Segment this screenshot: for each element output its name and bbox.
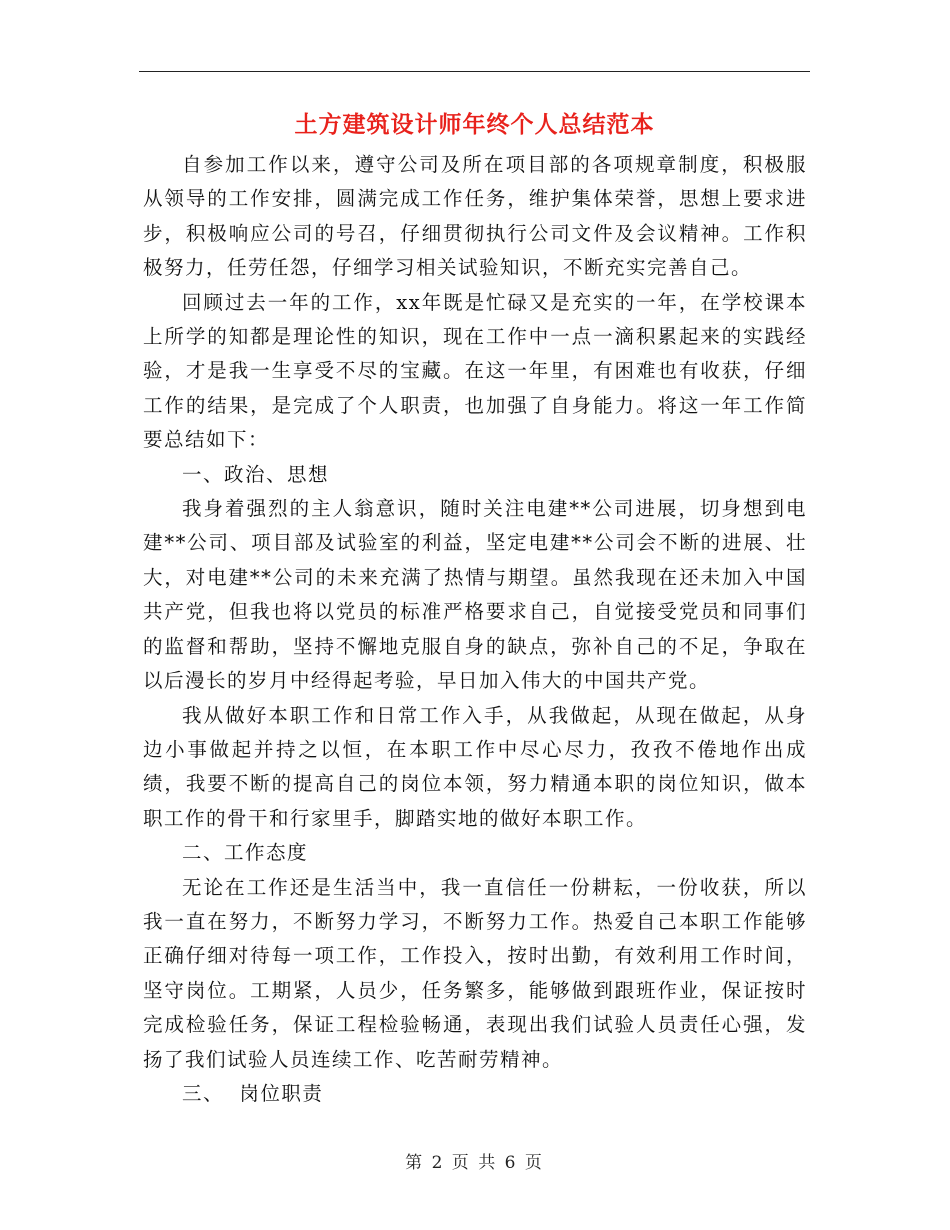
document-title: 土方建筑设计师年终个人总结范本 (294, 111, 655, 138)
section-heading-responsibility: 三、 岗位职责 (182, 1081, 324, 1105)
header-rule (139, 71, 810, 72)
page-footer: 第 2 页 共 6 页 (405, 1153, 544, 1173)
document-body (143, 148, 807, 1111)
section-heading-politics: 一、政治、思想 (182, 462, 330, 486)
paragraph-attitude: 无论在工作还是生活当中，我一直信任一份耕耘，一份收获，所以我一直在努力，不断努力学习，不断努力工作。热爱自己本职工作能够正确仔细对待每一项工作，工作投入，按时出勤，有效利用工作时间，坚守岗位。工期紧，人员少，任务繁多，能够做到跟班作业，保证按时完成检验任务，保证工程检验畅通，表现出我们试验人员责任心强，发扬了我们试验人员连续工作、吃苦耐劳精神。 (143, 875, 807, 1071)
paragraph-review: 回顾过去一年的工作，xx年既是忙碌又是充实的一年，在学校课本上所学的知都是理论性的知识，现在工作中一点一滴积累起来的实践经验，才是我一生享受不尽的宝藏。在这一年里，有困难也有收获，仔细工作的结果，是完成了个人职责，也加强了自身能力。将这一年工作简要总结如下： (143, 290, 807, 452)
section-heading-attitude: 二、工作态度 (182, 841, 309, 865)
paragraph-politics: 我身着强烈的主人翁意识，随时关注电建**公司进展，切身想到电建**公司、项目部及试验室的利益，坚定电建**公司会不断的进展、壮大，对电建**公司的未来充满了热情与期望。虽然我现在还未加入中国共产党，但我也将以党员的标准严格要求自己，自觉接受党员和同事们的监督和帮助，坚持不懈地克服自身的缺点，弥补自己的不足，争取在以后漫长的岁月中经得起考验，早日加入伟大的中国共产党。 (143, 497, 807, 693)
paragraph-duty: 我从做好本职工作和日常工作入手，从我做起，从现在做起，从身边小事做起并持之以恒，在本职工作中尽心尽力，孜孜不倦地作出成绩，我要不断的提高自己的岗位本领，努力精通本职的岗位知识，做本职工作的骨干和行家里手，脚踏实地的做好本职工作。 (143, 703, 807, 830)
paragraph-intro: 自参加工作以来，遵守公司及所在项目部的各项规章制度，积极服从领导的工作安排，圆满完成工作任务，维护集体荣誉，思想上要求进步，积极响应公司的号召，仔细贯彻执行公司文件及会议精神。工作积极努力，任劳任怨，仔细学习相关试验知识，不断充实完善自己。 (143, 153, 807, 280)
